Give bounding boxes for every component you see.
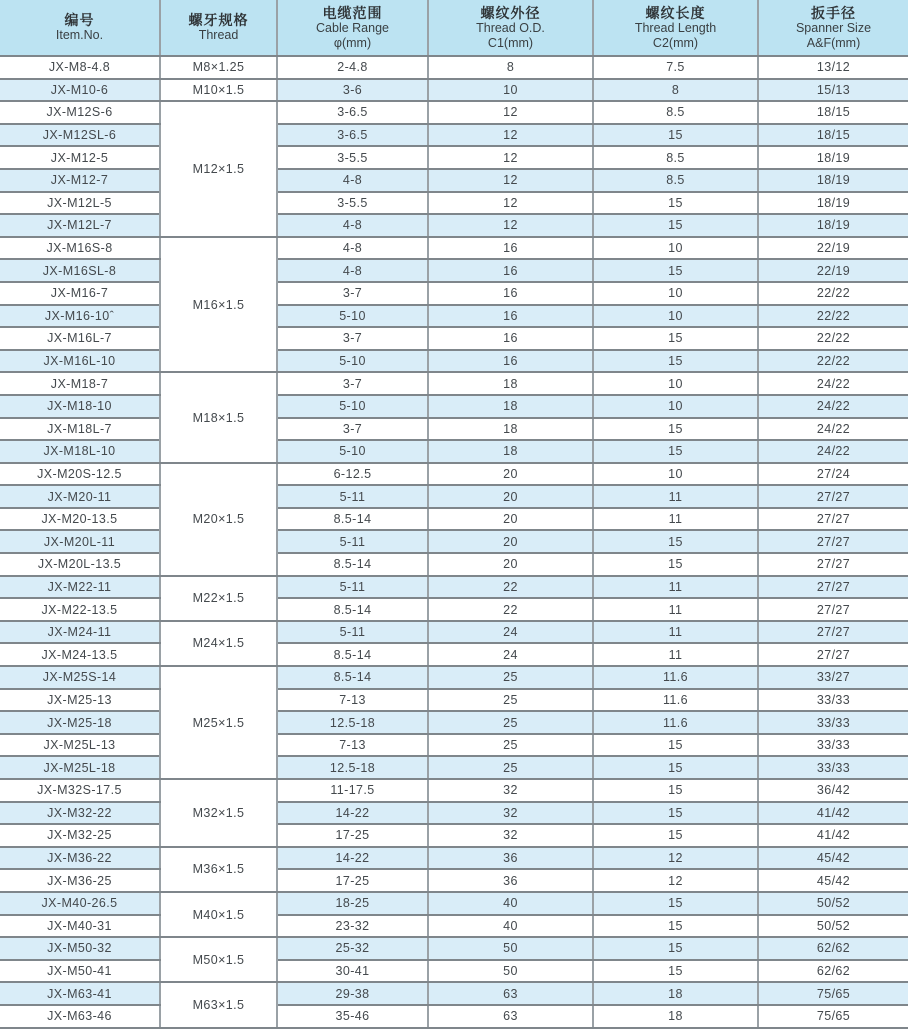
- table-row: [0, 711, 908, 734]
- cell-thread-od: 36: [428, 847, 593, 870]
- cell-cable-range: 18-25: [277, 892, 428, 915]
- cell-thread-length: 15: [593, 418, 758, 441]
- col-header-unit: C2(mm): [652, 35, 699, 50]
- table-row: [0, 395, 908, 418]
- cell-thread-length: 15: [593, 530, 758, 553]
- cell-spanner-size: 18/19: [758, 146, 908, 169]
- cell-spanner-size: 22/22: [758, 350, 908, 373]
- cell-spanner-size: 50/52: [758, 915, 908, 938]
- cell-spanner-size: 27/24: [758, 463, 908, 486]
- table-row: [0, 418, 908, 441]
- cell-cable-range: 4-8: [277, 169, 428, 192]
- cell-item-no: JX-M32-25: [0, 824, 160, 847]
- cell-cable-range: 5-10: [277, 305, 428, 328]
- cell-cable-range: 17-25: [277, 869, 428, 892]
- cell-item-no: JX-M32S-17.5: [0, 779, 160, 802]
- cell-thread: M40×1.5: [160, 892, 277, 937]
- cell-thread-length: 15: [593, 892, 758, 915]
- cell-spanner-size: 22/19: [758, 237, 908, 260]
- cell-thread-length: 15: [593, 553, 758, 576]
- table-row: [0, 802, 908, 825]
- cell-spanner-size: 15/13: [758, 79, 908, 102]
- cell-cable-range: 4-8: [277, 237, 428, 260]
- cell-thread-length: 15: [593, 824, 758, 847]
- col-header-en: Cable Range: [316, 20, 389, 35]
- cell-thread-length: 18: [593, 982, 758, 1005]
- cell-item-no: JX-M12L-5: [0, 192, 160, 215]
- cell-thread-od: 25: [428, 689, 593, 712]
- cell-cable-range: 8.5-14: [277, 643, 428, 666]
- cell-cable-range: 3-5.5: [277, 192, 428, 215]
- cell-thread: M22×1.5: [160, 576, 277, 621]
- cell-item-no: JX-M12-7: [0, 169, 160, 192]
- cell-thread-od: 16: [428, 350, 593, 373]
- cell-item-no: JX-M20-11: [0, 485, 160, 508]
- cell-thread-length: 8.5: [593, 169, 758, 192]
- cell-item-no: JX-M20L-11: [0, 530, 160, 553]
- cell-item-no: JX-M16-10ˆ: [0, 305, 160, 328]
- col-header-en: Thread Length: [634, 20, 717, 35]
- col-header-zh: 扳手径: [811, 4, 856, 21]
- cell-spanner-size: 45/42: [758, 869, 908, 892]
- cell-thread-od: 12: [428, 192, 593, 215]
- cell-cable-range: 3-6.5: [277, 124, 428, 147]
- cell-thread-od: 20: [428, 553, 593, 576]
- cell-thread-length: 15: [593, 937, 758, 960]
- col-header-en: Item.No.: [55, 28, 104, 42]
- col-header-en: Thread O.D.: [476, 20, 545, 35]
- cell-thread-od: 10: [428, 79, 593, 102]
- col-header-cable-range: [277, 0, 428, 56]
- cell-cable-range: 3-7: [277, 418, 428, 441]
- cell-spanner-size: 75/65: [758, 982, 908, 1005]
- cell-thread-length: 15: [593, 734, 758, 757]
- table-row: [0, 621, 908, 644]
- cell-thread-od: 63: [428, 1005, 593, 1028]
- cell-thread-length: 15: [593, 756, 758, 779]
- cell-item-no: JX-M20L-13.5: [0, 553, 160, 576]
- col-header-thread-length: [593, 0, 758, 56]
- cell-spanner-size: 22/19: [758, 259, 908, 282]
- table-row: [0, 666, 908, 689]
- table-row: [0, 1005, 908, 1028]
- cell-thread-length: 15: [593, 214, 758, 237]
- cell-thread: M32×1.5: [160, 779, 277, 847]
- cell-thread-od: 12: [428, 124, 593, 147]
- cell-thread-length: 15: [593, 192, 758, 215]
- cell-thread-length: 11: [593, 485, 758, 508]
- cell-cable-range: 8.5-14: [277, 598, 428, 621]
- cell-cable-range: 3-7: [277, 327, 428, 350]
- cell-item-no: JX-M40-31: [0, 915, 160, 938]
- cell-cable-range: 5-11: [277, 576, 428, 599]
- cell-thread-od: 12: [428, 146, 593, 169]
- cell-spanner-size: 13/12: [758, 56, 908, 79]
- cell-item-no: JX-M8-4.8: [0, 56, 160, 79]
- cell-thread-length: 11: [593, 621, 758, 644]
- cell-item-no: JX-M12-5: [0, 146, 160, 169]
- cell-item-no: JX-M12L-7: [0, 214, 160, 237]
- cell-cable-range: 3-7: [277, 282, 428, 305]
- cell-thread-od: 63: [428, 982, 593, 1005]
- cell-thread-length: 15: [593, 259, 758, 282]
- cell-thread-od: 12: [428, 169, 593, 192]
- cell-thread-od: 32: [428, 779, 593, 802]
- cell-thread-length: 8.5: [593, 146, 758, 169]
- cell-item-no: JX-M25L-18: [0, 756, 160, 779]
- col-header-zh: 电缆范围: [322, 4, 383, 21]
- cell-thread-length: 10: [593, 305, 758, 328]
- cell-spanner-size: 22/22: [758, 327, 908, 350]
- col-header-unit: φ(mm): [333, 35, 372, 50]
- cell-spanner-size: 18/15: [758, 124, 908, 147]
- cell-spanner-size: 18/15: [758, 101, 908, 124]
- cell-thread-od: 18: [428, 440, 593, 463]
- cell-spanner-size: 18/19: [758, 192, 908, 215]
- cell-item-no: JX-M25-13: [0, 689, 160, 712]
- cell-thread-od: 25: [428, 711, 593, 734]
- cell-cable-range: 8.5-14: [277, 508, 428, 531]
- cell-thread-length: 15: [593, 960, 758, 983]
- cell-spanner-size: 41/42: [758, 824, 908, 847]
- col-header-unit: C1(mm): [487, 35, 534, 50]
- table-header: [0, 0, 908, 56]
- cell-thread-od: 16: [428, 305, 593, 328]
- cell-cable-range: 17-25: [277, 824, 428, 847]
- cell-thread-length: 15: [593, 350, 758, 373]
- cell-spanner-size: 18/19: [758, 214, 908, 237]
- cell-cable-range: 30-41: [277, 960, 428, 983]
- table-row: [0, 982, 908, 1005]
- table-row: [0, 576, 908, 599]
- cell-item-no: JX-M18-10: [0, 395, 160, 418]
- cell-thread-od: 25: [428, 756, 593, 779]
- cell-cable-range: 2-4.8: [277, 56, 428, 79]
- cell-cable-range: 25-32: [277, 937, 428, 960]
- cell-thread-length: 12: [593, 869, 758, 892]
- col-header-en: Spanner Size: [795, 20, 872, 35]
- cell-thread-od: 36: [428, 869, 593, 892]
- cell-item-no: JX-M16S-8: [0, 237, 160, 260]
- table-row: [0, 101, 908, 124]
- cell-cable-range: 8.5-14: [277, 666, 428, 689]
- cell-thread-length: 15: [593, 779, 758, 802]
- cell-spanner-size: 27/27: [758, 598, 908, 621]
- cell-thread-length: 11: [593, 576, 758, 599]
- cell-thread-od: 16: [428, 327, 593, 350]
- cell-cable-range: 4-8: [277, 259, 428, 282]
- cell-item-no: JX-M12SL-6: [0, 124, 160, 147]
- cell-item-no: JX-M16L-10: [0, 350, 160, 373]
- cell-cable-range: 3-6.5: [277, 101, 428, 124]
- table-row: [0, 372, 908, 395]
- cell-item-no: JX-M20S-12.5: [0, 463, 160, 486]
- cell-item-no: JX-M25-18: [0, 711, 160, 734]
- cell-cable-range: 7-13: [277, 689, 428, 712]
- cell-item-no: JX-M63-46: [0, 1005, 160, 1028]
- cell-spanner-size: 33/33: [758, 734, 908, 757]
- cell-spanner-size: 27/27: [758, 621, 908, 644]
- cell-item-no: JX-M63-41: [0, 982, 160, 1005]
- cell-thread-length: 10: [593, 237, 758, 260]
- table-row: [0, 689, 908, 712]
- cell-thread-od: 16: [428, 237, 593, 260]
- cell-cable-range: 12.5-18: [277, 756, 428, 779]
- table-row: [0, 734, 908, 757]
- cell-thread-length: 10: [593, 395, 758, 418]
- table-row: [0, 282, 908, 305]
- cell-thread: M18×1.5: [160, 372, 277, 462]
- spec-table-body: [0, 56, 908, 1028]
- table-row: [0, 169, 908, 192]
- cell-spanner-size: 45/42: [758, 847, 908, 870]
- cell-spanner-size: 75/65: [758, 1005, 908, 1028]
- cell-thread-length: 10: [593, 372, 758, 395]
- cell-cable-range: 5-11: [277, 530, 428, 553]
- table-row: [0, 124, 908, 147]
- cell-item-no: JX-M24-11: [0, 621, 160, 644]
- table-row: [0, 553, 908, 576]
- cell-item-no: JX-M40-26.5: [0, 892, 160, 915]
- header-row: [0, 0, 908, 56]
- cell-thread-od: 32: [428, 802, 593, 825]
- table-row: [0, 960, 908, 983]
- cell-spanner-size: 41/42: [758, 802, 908, 825]
- cell-item-no: JX-M25L-13: [0, 734, 160, 757]
- cell-cable-range: 3-7: [277, 372, 428, 395]
- table-row: [0, 350, 908, 373]
- table-row: [0, 530, 908, 553]
- cell-thread: M20×1.5: [160, 463, 277, 576]
- table-row: [0, 892, 908, 915]
- cell-thread-od: 16: [428, 259, 593, 282]
- cell-thread-od: 20: [428, 530, 593, 553]
- cell-cable-range: 8.5-14: [277, 553, 428, 576]
- cell-spanner-size: 27/27: [758, 485, 908, 508]
- cell-thread-od: 22: [428, 576, 593, 599]
- cell-thread: M10×1.5: [160, 79, 277, 102]
- cell-spanner-size: 27/27: [758, 643, 908, 666]
- cell-thread-od: 12: [428, 101, 593, 124]
- cell-spanner-size: 33/33: [758, 756, 908, 779]
- cell-thread-length: 18: [593, 1005, 758, 1028]
- col-header-thread: [160, 0, 277, 56]
- cell-cable-range: 29-38: [277, 982, 428, 1005]
- cell-thread-length: 15: [593, 327, 758, 350]
- cell-thread-od: 32: [428, 824, 593, 847]
- cell-thread: M16×1.5: [160, 237, 277, 373]
- cell-thread-od: 18: [428, 372, 593, 395]
- cell-thread-od: 40: [428, 915, 593, 938]
- cell-spanner-size: 50/52: [758, 892, 908, 915]
- cell-spanner-size: 24/22: [758, 418, 908, 441]
- cell-cable-range: 5-11: [277, 485, 428, 508]
- cell-item-no: JX-M25S-14: [0, 666, 160, 689]
- cell-cable-range: 35-46: [277, 1005, 428, 1028]
- cell-item-no: JX-M36-22: [0, 847, 160, 870]
- cell-spanner-size: 27/27: [758, 553, 908, 576]
- table-row: [0, 79, 908, 102]
- col-header-thread-od: [428, 0, 593, 56]
- table-row: [0, 259, 908, 282]
- col-header-spanner-size: [758, 0, 908, 56]
- cell-cable-range: 11-17.5: [277, 779, 428, 802]
- cell-thread: M63×1.5: [160, 982, 277, 1027]
- cell-item-no: JX-M22-11: [0, 576, 160, 599]
- cell-thread-od: 25: [428, 666, 593, 689]
- cell-thread-length: 10: [593, 463, 758, 486]
- cell-item-no: JX-M18L-10: [0, 440, 160, 463]
- table-row: [0, 463, 908, 486]
- cell-item-no: JX-M12S-6: [0, 101, 160, 124]
- cell-item-no: JX-M50-32: [0, 937, 160, 960]
- col-header-en: Thread: [198, 28, 239, 42]
- cell-item-no: JX-M50-41: [0, 960, 160, 983]
- col-header-zh: 螺纹长度: [645, 4, 706, 21]
- cell-spanner-size: 62/62: [758, 937, 908, 960]
- table-row: [0, 192, 908, 215]
- cell-thread-od: 40: [428, 892, 593, 915]
- table-row: [0, 146, 908, 169]
- cell-thread: M36×1.5: [160, 847, 277, 892]
- cell-thread-od: 20: [428, 463, 593, 486]
- table-row: [0, 643, 908, 666]
- table-row: [0, 214, 908, 237]
- cell-thread-od: 18: [428, 395, 593, 418]
- table-row: [0, 237, 908, 260]
- cell-spanner-size: 22/22: [758, 305, 908, 328]
- cell-spanner-size: 27/27: [758, 530, 908, 553]
- cell-thread-od: 22: [428, 598, 593, 621]
- cell-cable-range: 5-10: [277, 395, 428, 418]
- table-row: [0, 869, 908, 892]
- cell-spanner-size: 36/42: [758, 779, 908, 802]
- cell-thread: M24×1.5: [160, 621, 277, 666]
- table-row: [0, 485, 908, 508]
- cell-thread-length: 15: [593, 124, 758, 147]
- cell-item-no: JX-M16-7: [0, 282, 160, 305]
- table-row: [0, 56, 908, 79]
- cell-thread-od: 8: [428, 56, 593, 79]
- cell-cable-range: 3-6: [277, 79, 428, 102]
- cell-thread-length: 11: [593, 598, 758, 621]
- cell-thread-length: 11: [593, 508, 758, 531]
- table-row: [0, 779, 908, 802]
- cell-spanner-size: 27/27: [758, 508, 908, 531]
- cell-thread-length: 15: [593, 440, 758, 463]
- cell-cable-range: 23-32: [277, 915, 428, 938]
- cell-thread-length: 11.6: [593, 666, 758, 689]
- col-header-unit: A&F(mm): [806, 35, 861, 50]
- cell-item-no: JX-M36-25: [0, 869, 160, 892]
- cell-thread-length: 11.6: [593, 711, 758, 734]
- cell-cable-range: 6-12.5: [277, 463, 428, 486]
- cell-cable-range: 5-10: [277, 350, 428, 373]
- cell-spanner-size: 24/22: [758, 440, 908, 463]
- cell-item-no: JX-M24-13.5: [0, 643, 160, 666]
- col-header-item-no: [0, 0, 160, 56]
- cell-spanner-size: 33/27: [758, 666, 908, 689]
- cell-thread-od: 24: [428, 621, 593, 644]
- cell-thread-length: 15: [593, 802, 758, 825]
- cell-thread-od: 50: [428, 937, 593, 960]
- cell-spanner-size: 18/19: [758, 169, 908, 192]
- cell-thread: M12×1.5: [160, 101, 277, 237]
- table-row: [0, 915, 908, 938]
- cell-thread-od: 16: [428, 282, 593, 305]
- table-row: [0, 305, 908, 328]
- cell-cable-range: 14-22: [277, 802, 428, 825]
- cell-spanner-size: 62/62: [758, 960, 908, 983]
- cell-cable-range: 4-8: [277, 214, 428, 237]
- cell-thread-length: 11.6: [593, 689, 758, 712]
- cell-thread-od: 24: [428, 643, 593, 666]
- cell-thread-od: 12: [428, 214, 593, 237]
- cell-thread-od: 20: [428, 485, 593, 508]
- cell-cable-range: 3-5.5: [277, 146, 428, 169]
- cell-thread: M50×1.5: [160, 937, 277, 982]
- cell-item-no: JX-M16SL-8: [0, 259, 160, 282]
- cell-spanner-size: 33/33: [758, 711, 908, 734]
- col-header-zh: 螺牙规格: [188, 12, 249, 28]
- cell-spanner-size: 24/22: [758, 395, 908, 418]
- cell-cable-range: 5-11: [277, 621, 428, 644]
- cell-cable-range: 12.5-18: [277, 711, 428, 734]
- cell-item-no: JX-M22-13.5: [0, 598, 160, 621]
- cell-item-no: JX-M10-6: [0, 79, 160, 102]
- cell-item-no: JX-M18L-7: [0, 418, 160, 441]
- cell-spanner-size: 24/22: [758, 372, 908, 395]
- cell-thread-length: 12: [593, 847, 758, 870]
- cell-thread-od: 50: [428, 960, 593, 983]
- cell-thread-od: 20: [428, 508, 593, 531]
- cell-thread-length: 11: [593, 643, 758, 666]
- cell-cable-range: 7-13: [277, 734, 428, 757]
- cell-thread-od: 25: [428, 734, 593, 757]
- table-row: [0, 824, 908, 847]
- cell-thread-length: 7.5: [593, 56, 758, 79]
- cell-cable-range: 14-22: [277, 847, 428, 870]
- cell-cable-range: 5-10: [277, 440, 428, 463]
- cell-thread-od: 18: [428, 418, 593, 441]
- cell-item-no: JX-M18-7: [0, 372, 160, 395]
- cell-thread: M25×1.5: [160, 666, 277, 779]
- cell-spanner-size: 22/22: [758, 282, 908, 305]
- col-header-zh: 编号: [64, 12, 95, 28]
- cell-spanner-size: 27/27: [758, 576, 908, 599]
- cell-thread-length: 10: [593, 282, 758, 305]
- table-row: [0, 756, 908, 779]
- table-row: [0, 598, 908, 621]
- table-row: [0, 847, 908, 870]
- cell-item-no: JX-M32-22: [0, 802, 160, 825]
- cell-thread-length: 8.5: [593, 101, 758, 124]
- table-row: [0, 327, 908, 350]
- cell-thread-length: 15: [593, 915, 758, 938]
- table-row: [0, 440, 908, 463]
- cell-item-no: JX-M20-13.5: [0, 508, 160, 531]
- cell-thread: M8×1.25: [160, 56, 277, 79]
- cell-thread-length: 8: [593, 79, 758, 102]
- table-row: [0, 937, 908, 960]
- cell-spanner-size: 33/33: [758, 689, 908, 712]
- table-row: [0, 508, 908, 531]
- cell-item-no: JX-M16L-7: [0, 327, 160, 350]
- col-header-zh: 螺纹外径: [480, 4, 541, 21]
